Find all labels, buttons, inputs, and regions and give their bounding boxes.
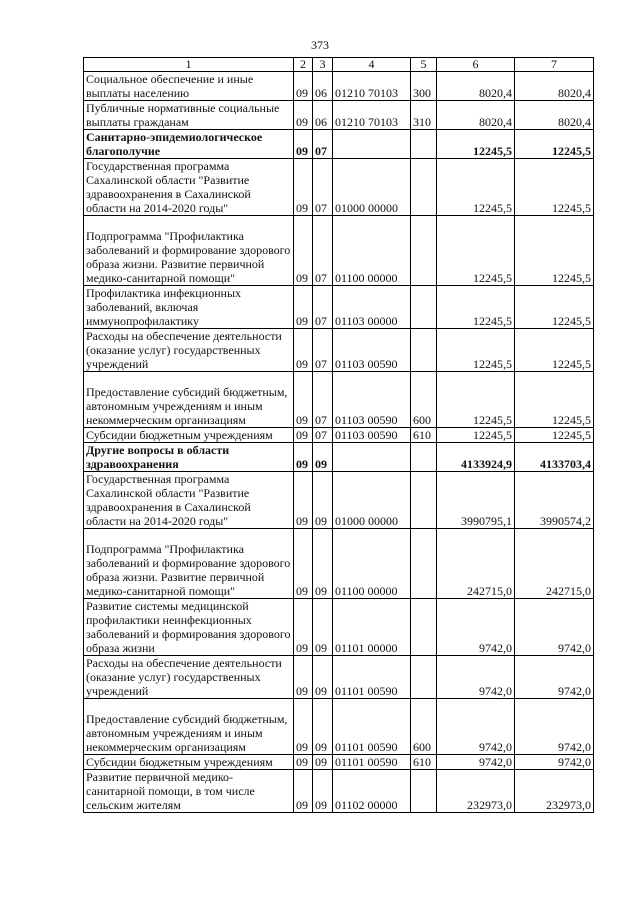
row-section-cell: 09: [294, 443, 313, 472]
table-row: [84, 372, 594, 428]
row-name-cell: Подпрограмма "Профилактика заболеваний и формирование здорового образа жизни. Развитие первичной медико-санитарной помощи": [84, 529, 294, 599]
row-amount-col6-cell: 12245,5: [437, 329, 515, 372]
row-expense-type-cell: 610: [411, 428, 437, 443]
row-subsection-cell: 09: [313, 443, 333, 472]
table-row: [84, 755, 594, 770]
row-expense-type-cell: [411, 329, 437, 372]
row-name-cell: Развитие системы медицинской профилактики неинфекционных заболеваний и формирования здорового образа жизни: [84, 599, 294, 656]
row-expense-type-cell: [411, 130, 437, 159]
row-subsection-cell: 09: [313, 699, 333, 755]
row-target-article-cell: 01101 00590: [333, 699, 411, 755]
table-row: [84, 770, 594, 813]
row-amount-col7-cell: 12245,5: [515, 428, 594, 443]
row-target-article-cell: 01000 00000: [333, 472, 411, 529]
table-row: [84, 656, 594, 699]
row-amount-col6-cell: 12245,5: [437, 159, 515, 216]
row-amount-col7-cell: 9742,0: [515, 699, 594, 755]
row-expense-type-cell: 300: [411, 72, 437, 101]
row-name-cell: Предоставление субсидий бюджетным, автономным учреждениям и иным некоммерческим организациям: [84, 699, 294, 755]
table-row: [84, 130, 594, 159]
row-target-article-cell: 01100 00000: [333, 216, 411, 286]
row-amount-col7-cell: 242715,0: [515, 529, 594, 599]
header-cell-4: 4: [333, 58, 411, 72]
row-name-cell: Подпрограмма "Профилактика заболеваний и формирование здорового образа жизни. Развитие первичной медико-санитарной помощи": [84, 216, 294, 286]
row-name-cell: Расходы на обеспечение деятельности (оказание услуг) государственных учреждений: [84, 329, 294, 372]
table-row: [84, 428, 594, 443]
row-section-cell: 09: [294, 159, 313, 216]
row-amount-col7-cell: 3990574,2: [515, 472, 594, 529]
row-target-article-cell: 01103 00000: [333, 286, 411, 329]
row-expense-type-cell: [411, 286, 437, 329]
row-subsection-cell: 09: [313, 770, 333, 813]
row-section-cell: 09: [294, 472, 313, 529]
row-target-article-cell: 01210 70103: [333, 72, 411, 101]
row-expense-type-cell: [411, 216, 437, 286]
table-row: [84, 159, 594, 216]
row-amount-col6-cell: 12245,5: [437, 216, 515, 286]
row-subsection-cell: 07: [313, 286, 333, 329]
row-target-article-cell: 01101 00590: [333, 656, 411, 699]
row-expense-type-cell: [411, 529, 437, 599]
row-expense-type-cell: [411, 656, 437, 699]
row-expense-type-cell: 310: [411, 101, 437, 130]
row-target-article-cell: 01100 00000: [333, 529, 411, 599]
table-row: [84, 101, 594, 130]
row-amount-col6-cell: 9742,0: [437, 699, 515, 755]
row-expense-type-cell: [411, 159, 437, 216]
row-name-cell: Государственная программа Сахалинской области "Развитие здравоохранения в Сахалинской области на 2014-2020 годы": [84, 472, 294, 529]
row-name-cell: Государственная программа Сахалинской области "Развитие здравоохранения в Сахалинской области на 2014-2020 годы": [84, 159, 294, 216]
row-amount-col7-cell: 232973,0: [515, 770, 594, 813]
row-section-cell: 09: [294, 428, 313, 443]
header-cell-3: 3: [313, 58, 333, 72]
header-cell-1: 1: [84, 58, 294, 72]
row-subsection-cell: 09: [313, 529, 333, 599]
row-amount-col7-cell: 12245,5: [515, 286, 594, 329]
row-amount-col6-cell: 8020,4: [437, 101, 515, 130]
row-target-article-cell: [333, 130, 411, 159]
row-subsection-cell: 09: [313, 656, 333, 699]
row-section-cell: 09: [294, 372, 313, 428]
row-subsection-cell: 07: [313, 428, 333, 443]
row-amount-col7-cell: 12245,5: [515, 130, 594, 159]
row-subsection-cell: 06: [313, 72, 333, 101]
row-section-cell: 09: [294, 101, 313, 130]
header-cell-2: 2: [294, 58, 313, 72]
row-target-article-cell: 01103 00590: [333, 329, 411, 372]
table-row: [84, 699, 594, 755]
row-name-cell: Субсидии бюджетным учреждениям: [84, 428, 294, 443]
row-amount-col6-cell: 12245,5: [437, 286, 515, 329]
row-amount-col6-cell: 4133924,9: [437, 443, 515, 472]
row-target-article-cell: 01210 70103: [333, 101, 411, 130]
row-target-article-cell: 01103 00590: [333, 428, 411, 443]
header-cell-7: 7: [515, 58, 594, 72]
row-subsection-cell: 09: [313, 755, 333, 770]
row-target-article-cell: 01101 00000: [333, 599, 411, 656]
row-target-article-cell: 01000 00000: [333, 159, 411, 216]
row-amount-col7-cell: 8020,4: [515, 101, 594, 130]
row-amount-col7-cell: 12245,5: [515, 159, 594, 216]
table-row: [84, 599, 594, 656]
row-amount-col7-cell: 9742,0: [515, 755, 594, 770]
row-expense-type-cell: [411, 770, 437, 813]
row-expense-type-cell: [411, 443, 437, 472]
row-section-cell: 09: [294, 755, 313, 770]
row-target-article-cell: [333, 443, 411, 472]
row-amount-col6-cell: 9742,0: [437, 755, 515, 770]
row-subsection-cell: 06: [313, 101, 333, 130]
row-expense-type-cell: 600: [411, 699, 437, 755]
page-number: 373: [311, 38, 329, 52]
table-row: [84, 529, 594, 599]
row-subsection-cell: 07: [313, 372, 333, 428]
row-name-cell: Профилактика инфекционных заболеваний, включая иммунопрофилактику: [84, 286, 294, 329]
row-section-cell: 09: [294, 699, 313, 755]
row-subsection-cell: 07: [313, 130, 333, 159]
table-row: [84, 72, 594, 101]
row-amount-col6-cell: 9742,0: [437, 599, 515, 656]
row-amount-col6-cell: 8020,4: [437, 72, 515, 101]
row-expense-type-cell: [411, 599, 437, 656]
table-row: [84, 216, 594, 286]
row-name-cell: Другие вопросы в области здравоохранения: [84, 443, 294, 472]
row-subsection-cell: 07: [313, 216, 333, 286]
row-section-cell: 09: [294, 216, 313, 286]
row-subsection-cell: 07: [313, 329, 333, 372]
row-section-cell: 09: [294, 329, 313, 372]
row-amount-col6-cell: 12245,5: [437, 428, 515, 443]
row-amount-col6-cell: 242715,0: [437, 529, 515, 599]
row-amount-col6-cell: 12245,5: [437, 130, 515, 159]
row-amount-col7-cell: 4133703,4: [515, 443, 594, 472]
row-name-cell: Развитие первичной медико-санитарной помощи, в том числе сельским жителям: [84, 770, 294, 813]
table-header-row: [84, 58, 594, 72]
row-amount-col6-cell: 232973,0: [437, 770, 515, 813]
row-name-cell: Санитарно-эпидемиологическое благополучие: [84, 130, 294, 159]
header-cell-5: 5: [411, 58, 437, 72]
row-name-cell: Расходы на обеспечение деятельности (оказание услуг) государственных учреждений: [84, 656, 294, 699]
row-section-cell: 09: [294, 656, 313, 699]
row-amount-col7-cell: 8020,4: [515, 72, 594, 101]
header-cell-6: 6: [437, 58, 515, 72]
row-target-article-cell: 01101 00590: [333, 755, 411, 770]
row-name-cell: Предоставление субсидий бюджетным, автономным учреждениям и иным некоммерческим организациям: [84, 372, 294, 428]
row-expense-type-cell: 600: [411, 372, 437, 428]
row-section-cell: 09: [294, 130, 313, 159]
row-amount-col7-cell: 12245,5: [515, 372, 594, 428]
row-subsection-cell: 09: [313, 599, 333, 656]
table-row: [84, 329, 594, 372]
table-row: [84, 472, 594, 529]
row-name-cell: Социальное обеспечение и иные выплаты населению: [84, 72, 294, 101]
row-section-cell: 09: [294, 529, 313, 599]
row-name-cell: Публичные нормативные социальные выплаты гражданам: [84, 101, 294, 130]
row-section-cell: 09: [294, 599, 313, 656]
row-section-cell: 09: [294, 72, 313, 101]
row-subsection-cell: 07: [313, 159, 333, 216]
row-amount-col7-cell: 12245,5: [515, 216, 594, 286]
table-row: [84, 286, 594, 329]
table-row: [84, 443, 594, 472]
row-amount-col6-cell: 3990795,1: [437, 472, 515, 529]
row-amount-col7-cell: 9742,0: [515, 656, 594, 699]
row-amount-col7-cell: 9742,0: [515, 599, 594, 656]
row-name-cell: Субсидии бюджетным учреждениям: [84, 755, 294, 770]
row-section-cell: 09: [294, 770, 313, 813]
budget-table: [83, 57, 594, 813]
row-section-cell: 09: [294, 286, 313, 329]
row-amount-col7-cell: 12245,5: [515, 329, 594, 372]
row-expense-type-cell: [411, 472, 437, 529]
row-subsection-cell: 09: [313, 472, 333, 529]
row-expense-type-cell: 610: [411, 755, 437, 770]
row-amount-col6-cell: 9742,0: [437, 656, 515, 699]
row-amount-col6-cell: 12245,5: [437, 372, 515, 428]
row-target-article-cell: 01103 00590: [333, 372, 411, 428]
row-target-article-cell: 01102 00000: [333, 770, 411, 813]
